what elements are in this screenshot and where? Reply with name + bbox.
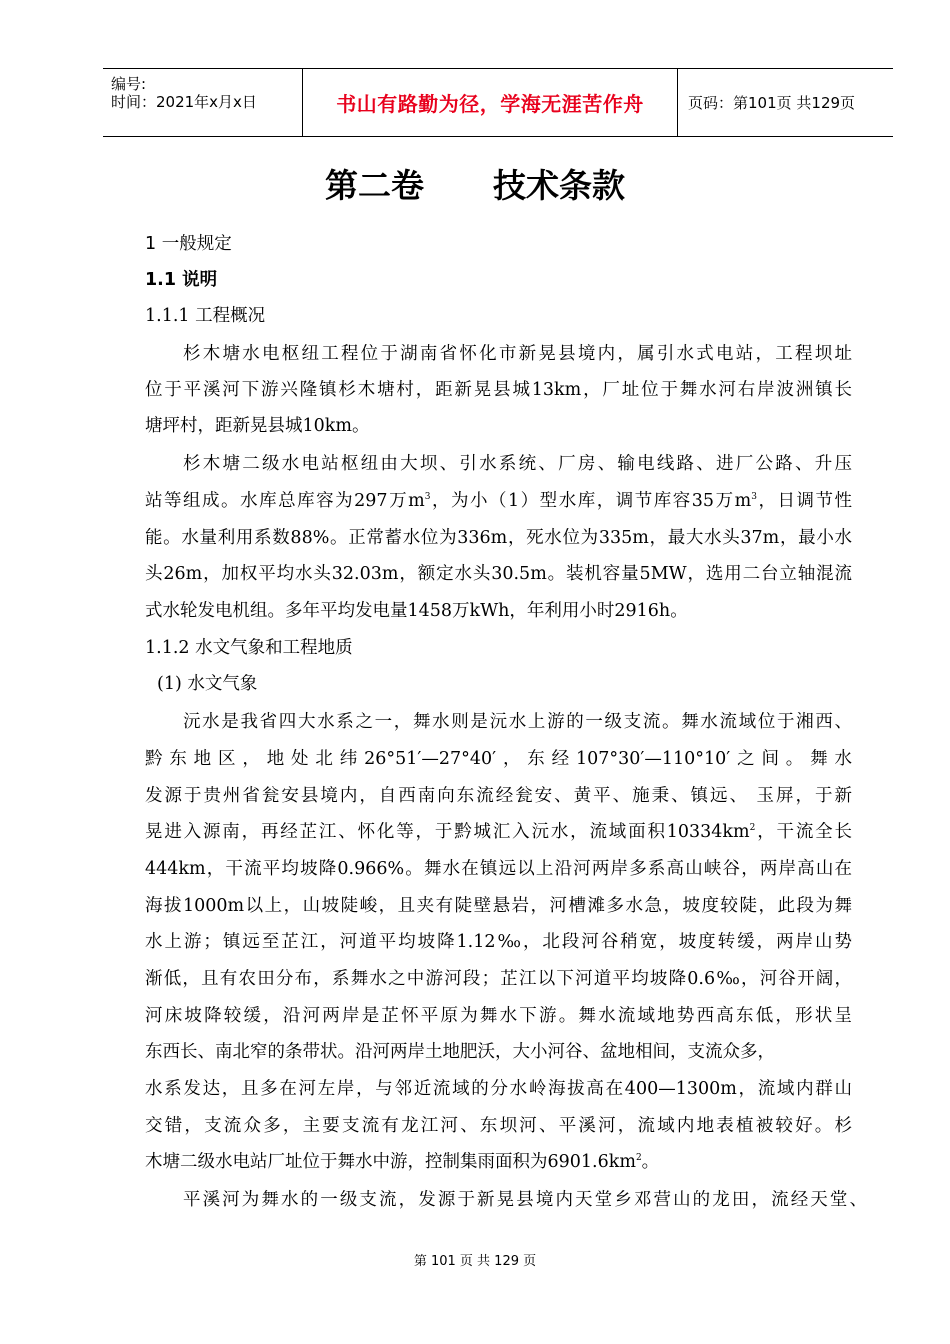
text-run: ，为小（1）型水库，调节库容35万m <box>430 491 752 511</box>
paragraph-line: 海拔1000m以上，山坡陡峻，且夹有陡壁悬岩，河槽滩多水急，坡度较陡，此段为舞 <box>145 896 852 916</box>
document-number-label: 编号: <box>111 75 147 93</box>
paragraph-line: 黔东地区，地处北纬26°51′—27°40′，东经107°30′—110°10′之间。舞水 <box>145 749 852 769</box>
text-run: 。 <box>641 1152 660 1172</box>
header-page-cell <box>678 69 893 136</box>
superscript: 2 <box>635 1153 642 1163</box>
page-header <box>103 68 893 137</box>
header-motto-cell <box>303 69 678 136</box>
paragraph-line: 塘坪村，距新晃县城10km。 <box>145 416 370 436</box>
paragraph-line: 水上游；镇远至芷江，河道平均坡降1.12‰，北段河谷稍宽，坡度转缓，两岸山势 <box>145 932 852 952</box>
paragraph-line: 发源于贵州省瓮安县境内，自西南向东流经瓮安、黄平、施秉、镇远、 玉屏，于新 <box>145 786 852 806</box>
document-date: 时间：2021年x月x日 <box>111 93 257 111</box>
header-meta-cell <box>103 69 303 136</box>
text-run: 站等组成。水库总库容为297万m <box>145 491 425 511</box>
volume-title: 第二卷 技术条款 <box>325 166 625 205</box>
paragraph-line: 位于平溪河下游兴隆镇杉木塘村，距新晃县城13km，厂址位于舞水河右岸波洲镇长 <box>145 380 852 400</box>
page-footer: 第 101 页 共 129 页 <box>413 1254 537 1269</box>
text-run: ，日调节性 <box>756 491 853 511</box>
paragraph-line: 沅水是我省四大水系之一，舞水则是沅水上游的一级支流。舞水流域位于湘西、 <box>183 712 852 732</box>
paragraph-line <box>145 487 852 512</box>
header-motto: 书山有路勤为径，学海无涯苦作舟 <box>336 92 644 116</box>
paragraph-line: 东西长、南北窄的条带状。沿河两岸土地肥沃，大小河谷、盆地相间，支流众多， <box>145 1042 775 1062</box>
paragraph-line: 渐低，且有农田分布，系舞水之中游河段；芷江以下河道平均坡降0.6‰，河谷开阔， <box>145 969 852 989</box>
paragraph-line: 杉木塘水电枢纽工程位于湖南省怀化市新晃县境内，属引水式电站，工程坝址 <box>183 344 852 364</box>
paragraph-line: 河床坡降较缓，沿河两岸是芷怀平原为舞水下游。舞水流域地势西高东低，形状呈 <box>145 1006 852 1026</box>
paragraph-line: 平溪河为舞水的一级支流，发源于新晃县境内天堂乡邓营山的龙田，流经天堂、 <box>183 1190 867 1210</box>
header-page-number: 页码：第101页 共129页 <box>688 94 856 112</box>
text-run: ，干流全长 <box>755 822 852 842</box>
heading-section-1-1-2: 1.1.2 水文气象和工程地质 <box>145 638 353 658</box>
paragraph-line <box>145 818 852 843</box>
superscript: 2 <box>749 823 756 833</box>
paragraph-line: 能。水量利用系数88%。正常蓄水位为336m，死水位为335m，最大水头37m，最小水 <box>145 528 852 548</box>
paragraph-line <box>145 1148 659 1173</box>
subheading-hydrology: (1) 水文气象 <box>157 674 258 694</box>
superscript: 3 <box>424 492 431 502</box>
paragraph-line: 头26m，加权平均水头32.03m，额定水头30.5m。装机容量5MW，选用二台立轴混流 <box>145 564 852 584</box>
paragraph-line: 444km，干流平均坡降0.966%。舞水在镇远以上沿河两岸多系高山峡谷，两岸高山在 <box>145 859 852 879</box>
superscript: 3 <box>751 492 757 502</box>
paragraph-line: 杉木塘二级水电站枢纽由大坝、引水系统、厂房、输电线路、进厂公路、升压 <box>183 454 852 474</box>
heading-section-1: 1 一般规定 <box>145 234 232 254</box>
paragraph-line: 水系发达，且多在河左岸，与邻近流域的分水岭海拔高在400—1300m，流域内群山 <box>145 1079 852 1099</box>
heading-section-1-1: 1.1 说明 <box>145 270 218 290</box>
text-run: 晃进入源南，再经芷江、怀化等，于黔城汇入沅水，流域面积10334km <box>145 822 750 842</box>
text-run: 木塘二级水电站厂址位于舞水中游，控制集雨面积为6901.6km <box>145 1152 636 1172</box>
heading-section-1-1-1: 1.1.1 工程概况 <box>145 306 266 326</box>
paragraph-line: 交错，支流众多，主要支流有龙江河、东坝河、平溪河，流域内地表植被较好。杉 <box>145 1116 852 1136</box>
paragraph-line: 式水轮发电机组。多年平均发电量1458万kWh，年利用小时2916h。 <box>145 601 688 621</box>
